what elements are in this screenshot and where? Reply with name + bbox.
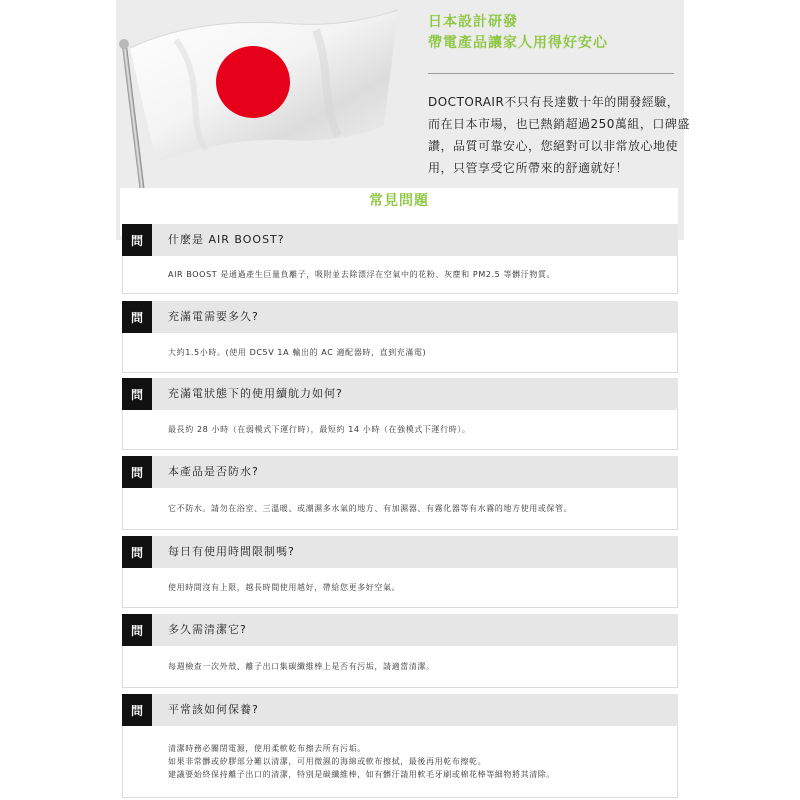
faq-question: 每日有使用時間限制嗎? bbox=[168, 545, 295, 558]
faq-answer bbox=[122, 410, 678, 450]
faq-item bbox=[122, 536, 678, 608]
faq-answer bbox=[122, 646, 678, 688]
hero-title-line1: 日本設計研發 bbox=[428, 14, 518, 30]
faq-answer bbox=[122, 568, 678, 608]
hero-paragraph-line: 用，只管享受它所帶來的舒適就好！ bbox=[428, 161, 629, 175]
faq-item bbox=[122, 614, 678, 688]
faq-answer bbox=[122, 488, 678, 530]
faq-answer bbox=[122, 333, 678, 373]
faq-question: 多久需清潔它? bbox=[168, 623, 247, 636]
hero-title-line2: 帶電產品讓家人用得好安心 bbox=[428, 35, 608, 51]
faq-answer-line: 使用時間沒有上限，越長時間使用越好，帶給您更多好空氣。 bbox=[168, 583, 401, 592]
faq-question: 平常該如何保養? bbox=[168, 703, 259, 716]
faq-question-row bbox=[122, 694, 678, 726]
faq-question-row bbox=[122, 456, 678, 488]
faq-question: 本產品是否防水? bbox=[168, 465, 259, 478]
faq-answer-line: 每週檢查一次外殼、離子出口集碳纖維棒上是否有污垢，請適當清潔。 bbox=[168, 662, 435, 671]
question-badge: 問 bbox=[122, 378, 152, 410]
faq-question-row bbox=[122, 536, 678, 568]
faq-answer-line: 如果非常髒或矽膠部分難以清潔，可用微濕的海綿或軟布擦拭，最後再用乾布擦乾。 bbox=[168, 757, 487, 766]
faq-answer-line: 它不防水。請勿在浴室、三溫暖、或潮濕多水氣的地方、有加濕器、有霧化器等有水霧的地方使用或保管。 bbox=[168, 504, 573, 513]
hero-paragraph bbox=[428, 91, 690, 179]
hero-title bbox=[428, 12, 608, 54]
question-badge: 問 bbox=[122, 301, 152, 333]
faq-item bbox=[122, 694, 678, 798]
faq-answer bbox=[122, 256, 678, 294]
faq-question: 充滿電狀態下的使用續航力如何? bbox=[168, 387, 343, 400]
faq-answer-line: 建議要始終保持離子出口的清潔，特別是碳纖維棒，如有髒汙請用軟毛牙刷或棉花棒等細物將其清除。 bbox=[168, 770, 555, 779]
faq-question-row bbox=[122, 301, 678, 333]
hero-paragraph-line: 而在日本市場，也已熱銷超過250萬組，口碑盛 bbox=[428, 117, 690, 131]
question-badge: 問 bbox=[122, 224, 152, 256]
faq-question-row bbox=[122, 224, 678, 256]
faq-item bbox=[122, 224, 678, 294]
question-badge: 問 bbox=[122, 456, 152, 488]
faq-item bbox=[122, 301, 678, 373]
question-badge: 問 bbox=[122, 614, 152, 646]
faq-item bbox=[122, 456, 678, 530]
faq-question: 什麼是 AIR BOOST? bbox=[168, 233, 285, 246]
faq-answer bbox=[122, 726, 678, 798]
faq-question-row bbox=[122, 614, 678, 646]
faq-answer-line: 大約1.5小時。(使用 DC5V 1A 輸出的 AC 適配器時，直到充滿電) bbox=[168, 348, 427, 357]
question-badge: 問 bbox=[122, 694, 152, 726]
faq-question-row bbox=[122, 378, 678, 410]
faq-item bbox=[122, 378, 678, 450]
question-badge: 問 bbox=[122, 536, 152, 568]
faq-answer-line: 清潔時務必關閉電源，使用柔軟乾布擦去所有污垢。 bbox=[168, 744, 366, 753]
faq-heading: 常見問題 bbox=[369, 193, 429, 209]
faq-answer-line: AIR BOOST 是通過產生巨量負離子，吸附並去除漂浮在空氣中的花粉、灰塵和 PM2.5 等髒汙物質。 bbox=[168, 270, 556, 279]
divider bbox=[428, 73, 674, 74]
hero-paragraph-line: 讚，品質可靠安心，您絕對可以非常放心地使 bbox=[428, 139, 679, 153]
faq-question: 充滿電需要多久? bbox=[168, 310, 259, 323]
faq-answer-line: 最長約 28 小時（在弱模式下運行時），最短約 14 小時（在強模式下運行時）。 bbox=[168, 425, 471, 434]
hero-paragraph-line: DOCTORAIR不只有長達數十年的開發經驗， bbox=[428, 95, 680, 109]
